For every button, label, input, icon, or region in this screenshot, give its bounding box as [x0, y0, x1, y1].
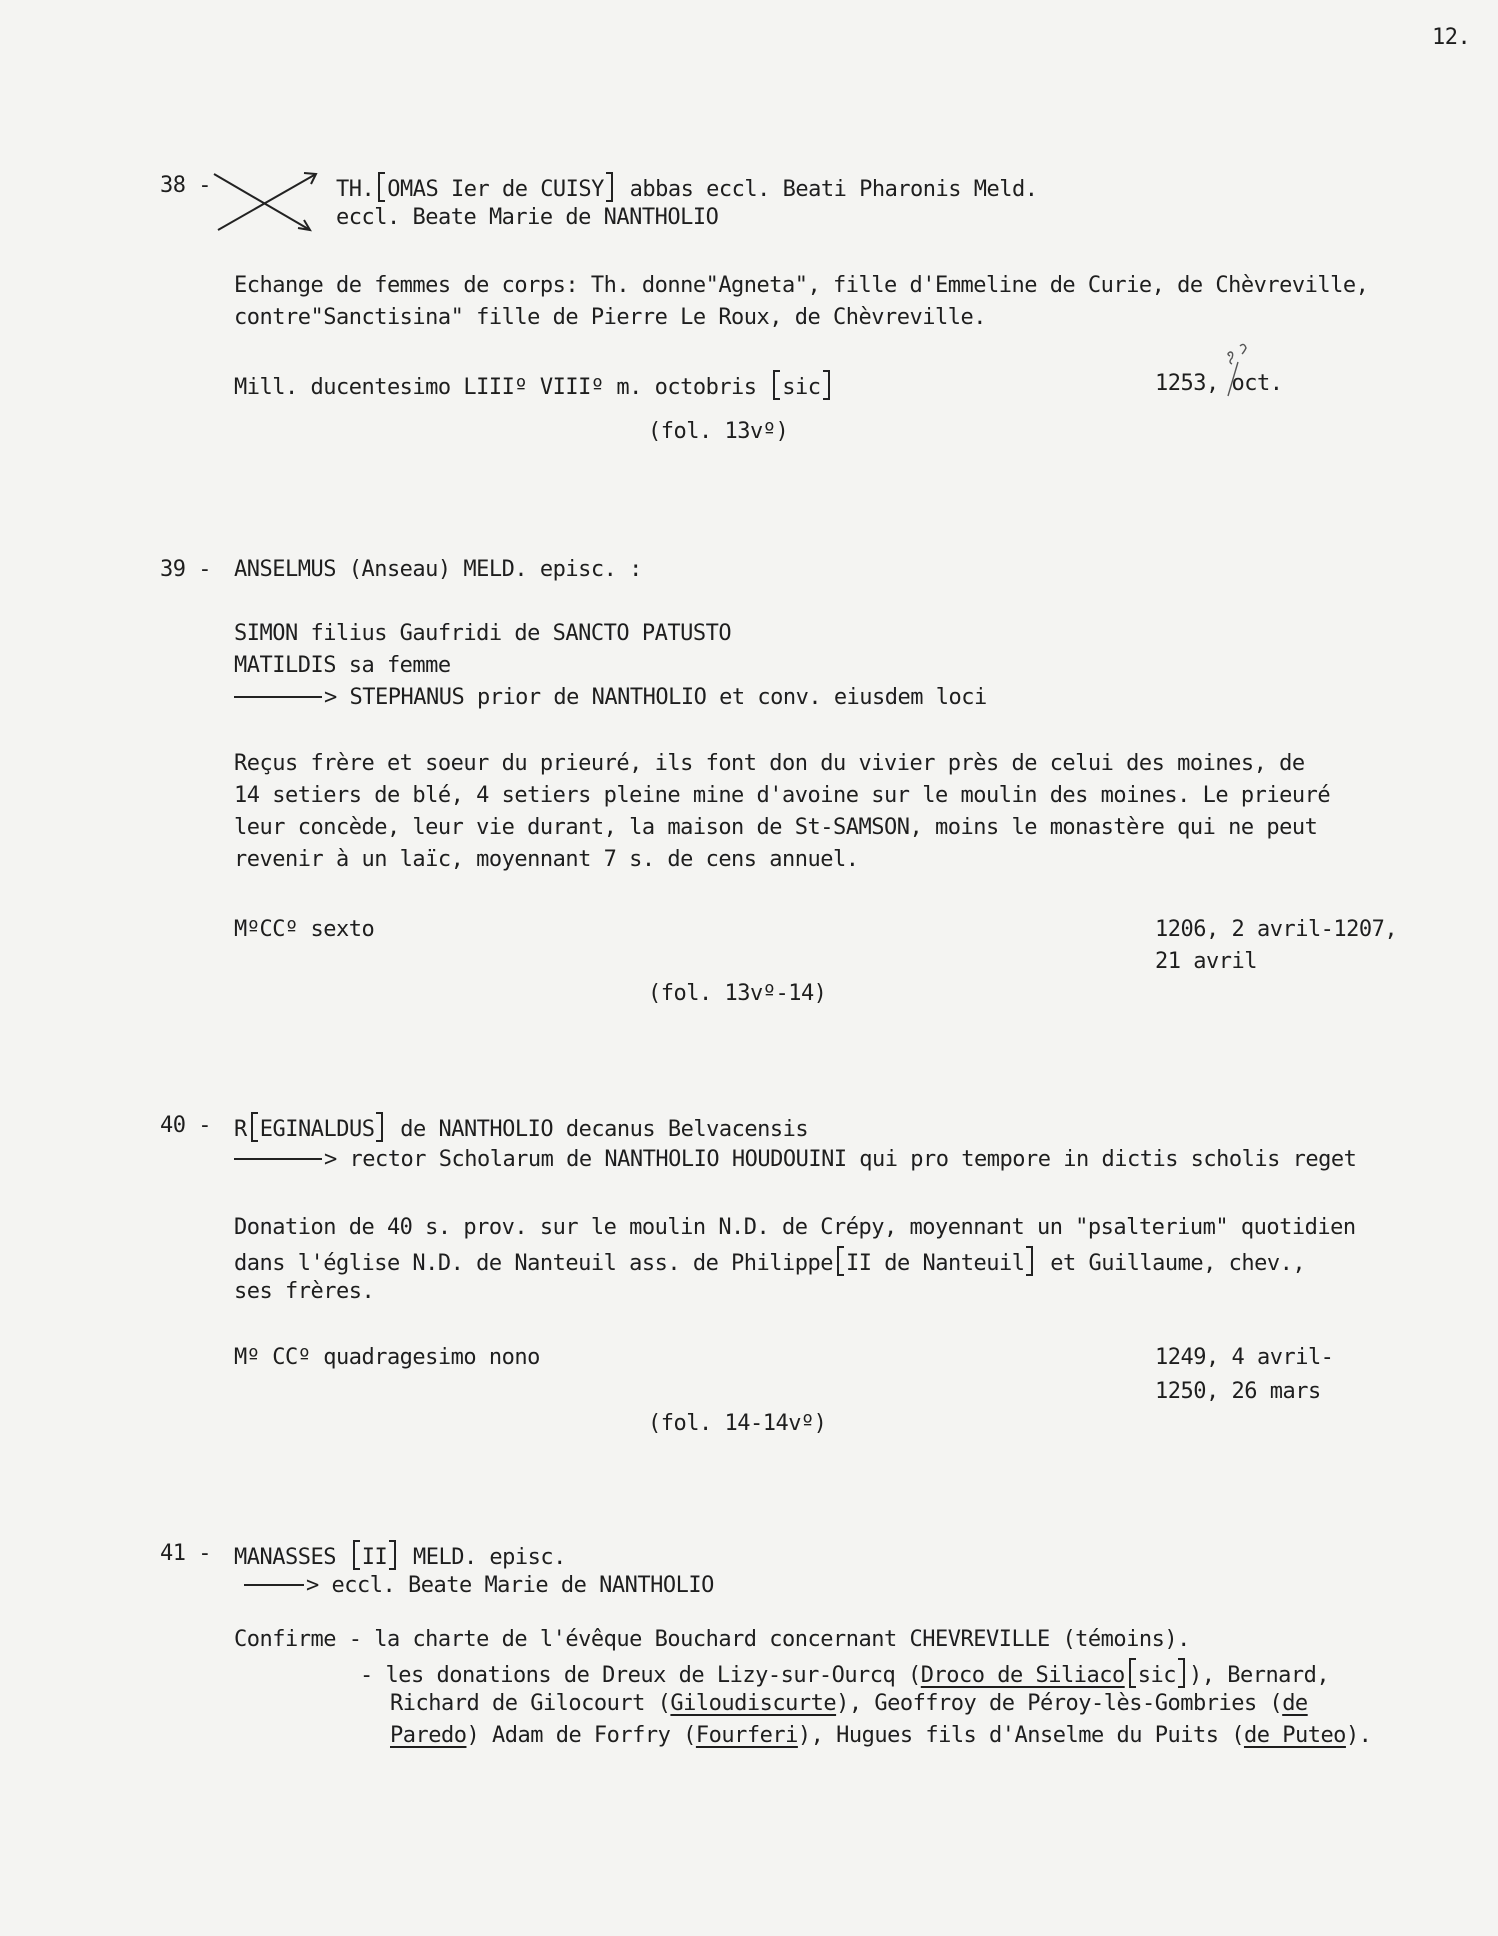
entry-41-number: 41 - [160, 1541, 211, 1566]
entry-41-confirm-4: Paredo) Adam de Forfry (Fourferi), Hugues fils d'Anselme du Puits (de Puteo). [390, 1723, 1372, 1748]
entry-39-recipient-line: > STEPHANUS prior de NANTHOLIO et conv. eiusdem loci [234, 684, 987, 712]
entry-40-date-2: 1250, 26 mars [1155, 1379, 1321, 1404]
entry-39-summary-2: 14 setiers de blé, 4 setiers pleine mine d'avoine sur le moulin des moines. Le prieuré [234, 783, 1331, 808]
entry-38-number: 38 - [160, 173, 211, 198]
entry-38-summary-1: Echange de femmes de corps: Th. donne"Agneta", fille d'Emmeline de Curie, de Chèvreville, [234, 273, 1369, 298]
entry-39-date-2: 21 avril [1155, 949, 1257, 974]
entry-39-date-1: 1206, 2 avril-1207, [1155, 917, 1398, 942]
entry-40-recipient-line: > rector Scholarum de NANTHOLIO HOUDOUINI qui pro tempore in dictis scholis reget [234, 1146, 1356, 1174]
entry-38-head-top: TH. OMAS Ier de CUISY abbas eccl. Beati Pharonis Meld. [336, 172, 1038, 204]
entry-38-date: 1253, oct. [1155, 371, 1283, 396]
bracket-close [606, 172, 613, 202]
entry-40-dating: Mº CCº quadragesimo nono [234, 1345, 540, 1370]
entry-41-confirm-1: Confirme - la charte de l'évêque Bouchard concernant CHEVREVILLE (témoins). [234, 1627, 1190, 1652]
bracket-open [378, 172, 385, 202]
entry-38-summary-2: contre"Sanctisina" fille de Pierre Le Roux, de Chèvreville. [234, 305, 986, 330]
entry-40-summary-3: ses frères. [234, 1279, 375, 1304]
entry-40-head: R EGINALDUS de NANTHOLIO decanus Belvacensis [234, 1112, 808, 1144]
entry-41-confirm-2: - les donations de Dreux de Lizy-sur-Ourcq (Droco de Siliaco sic ), Bernard, [360, 1658, 1329, 1690]
exchange-cross-icon [210, 166, 332, 236]
entry-39-summary-1: Reçus frère et soeur du prieuré, ils font don du vivier près de celui des moines, de [234, 751, 1305, 776]
arrow-icon [234, 1158, 322, 1160]
entry-40-summary-1: Donation de 40 s. prov. sur le moulin N.D. de Crépy, moyennant un "psalterium" quotidien [234, 1215, 1356, 1240]
entry-39-dating: MºCCº sexto [234, 917, 375, 942]
entry-40-number: 40 - [160, 1113, 211, 1138]
arrow-icon [244, 1584, 304, 1586]
entry-40-summary-2: dans l'église N.D. de Nanteuil ass. de Philippe II de Nanteuil et Guillaume, chev., [234, 1246, 1305, 1278]
entry-41-confirm-3: Richard de Gilocourt (Giloudiscurte), Geoffroy de Péroy-lès-Gombries (de [390, 1691, 1308, 1716]
entry-39-number: 39 - [160, 557, 211, 582]
entry-39-party-1: SIMON filius Gaufridi de SANCTO PATUSTO [234, 621, 732, 646]
page-number: 12. [1432, 25, 1471, 50]
entry-38-folio: (fol. 13vº) [648, 419, 789, 444]
entry-40-folio: (fol. 14-14vº) [648, 1411, 827, 1436]
entry-38-dating: Mill. ducentesimo LIIIº VIIIº m. octobris sic [234, 370, 834, 402]
entry-39-head: ANSELMUS (Anseau) MELD. episc. : [234, 557, 642, 582]
entry-39-summary-4: revenir à un laïc, moyennant 7 s. de cens annuel. [234, 847, 859, 872]
entry-38-head-bottom: eccl. Beate Marie de NANTHOLIO [336, 205, 719, 230]
entry-41-head: MANASSES II MELD. episc. [234, 1540, 566, 1572]
entry-39-folio: (fol. 13vº-14) [648, 981, 827, 1006]
arrow-icon [234, 696, 322, 698]
entry-40-date-1: 1249, 4 avril- [1155, 1345, 1334, 1370]
entry-39-party-2: MATILDIS sa femme [234, 653, 451, 678]
entry-41-recipient-line: > eccl. Beate Marie de NANTHOLIO [244, 1572, 714, 1600]
entry-39-summary-3: leur concède, leur vie durant, la maison de St-SAMSON, moins le monastère qui ne peut [234, 815, 1318, 840]
handwritten-mark-icon [1222, 340, 1252, 400]
